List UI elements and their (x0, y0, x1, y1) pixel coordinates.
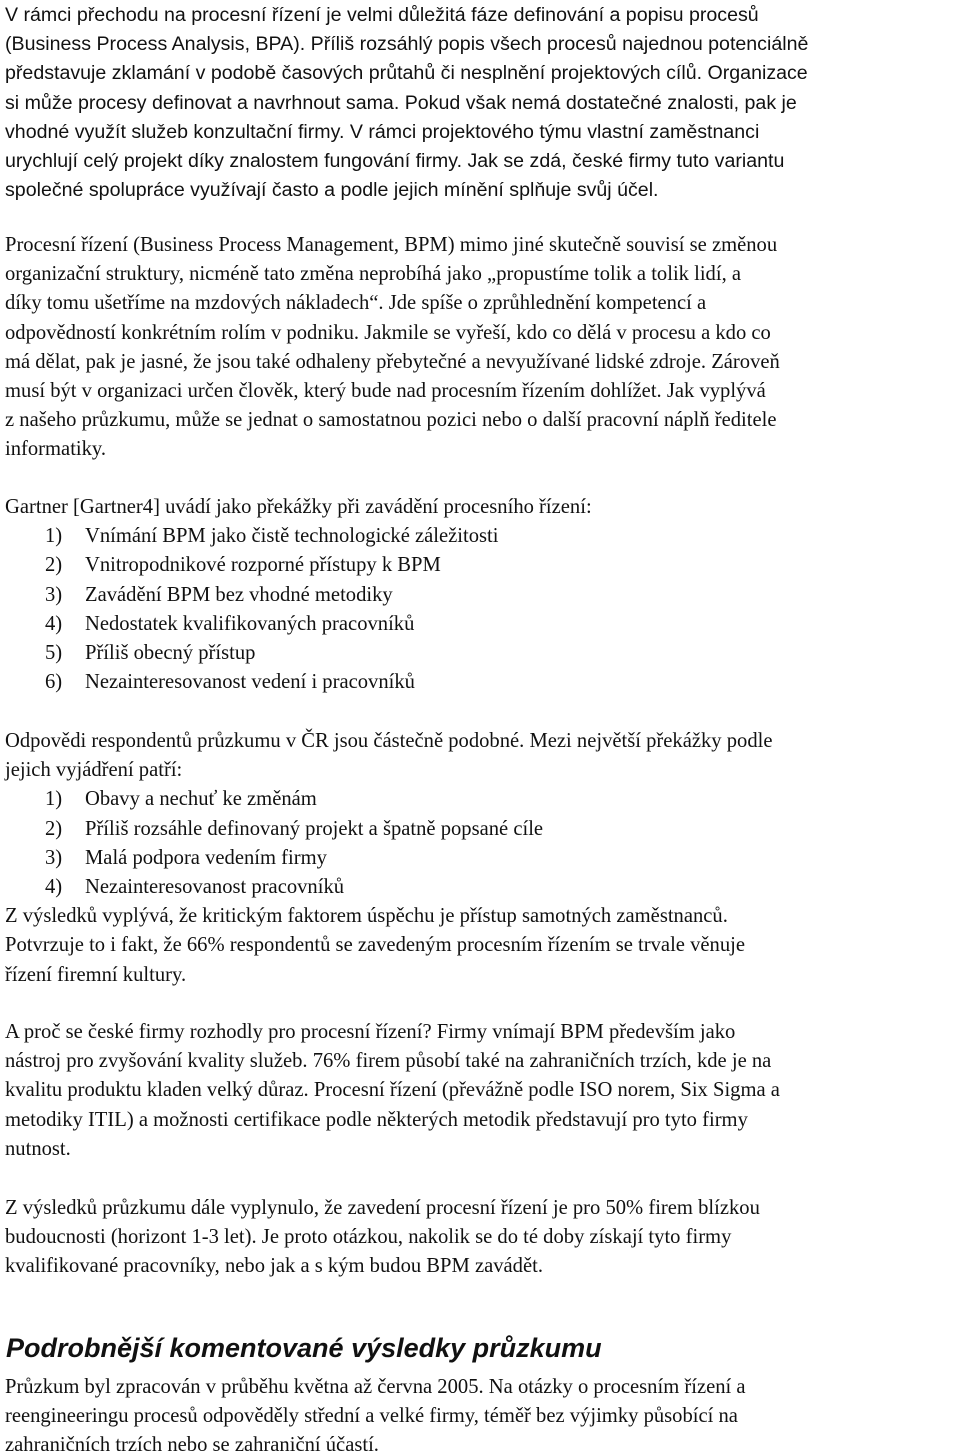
list-text: Obavy a nechuť ke změnám (85, 788, 317, 811)
list-item (5, 581, 958, 610)
text-line: má dělat, pak je jasné, že jsou také odhaleny přebytečné a nevyužívané lidské zdroje. Zároveň (5, 350, 780, 373)
list-text: Nezainteresovanost pracovníků (85, 876, 345, 899)
paragraph-bpa (0, 1, 960, 205)
list-text: Příliš obecný přístup (85, 642, 256, 665)
text-line: nutnost. (5, 1137, 71, 1160)
gartner-obstacles-list (5, 522, 958, 697)
text-line: kvalitu produktu kladen velký důraz. Procesní řízení (převážně podle ISO norem, Six Sigma a (5, 1079, 780, 1102)
text-line: A proč se české firmy rozhodly pro procesní řízení? Firmy vnímají BPM především jako (5, 1021, 736, 1043)
list-text: Vnímání BPM jako čistě technologické záležitosti (85, 525, 499, 548)
list-number: 4) (45, 876, 63, 899)
list-number: 5) (45, 642, 63, 665)
paragraph-bpm (0, 231, 960, 465)
text-line: si může procesy definovat a navrhnout sama. Pokud však nemá dostatečné znalosti, pak je (5, 91, 797, 114)
text-line: Z výsledků vyplývá, že kritickým faktorem úspěchu je přístup samotných zaměstnanců. (5, 905, 728, 928)
text-line: reengineeringu procesů odpověděly střední a velké firmy, téměř bez výjimky působící na (5, 1405, 738, 1428)
text-line: Odpovědi respondentů průzkumu v ČR jsou částečně podobné. Mezi největší překážky podle (5, 730, 773, 752)
text-line: Z výsledků průzkumu dále vyplynulo, že zavedení procesní řízení je pro 50% firem blízkou (5, 1197, 760, 1219)
list-number: 1) (45, 788, 63, 811)
paragraph-future (0, 1194, 960, 1282)
list-number: 2) (45, 817, 63, 840)
text-line: kvalifikované pracovníky, nebo jak a s kým budou BPM zavádět. (5, 1255, 543, 1278)
list-number: 4) (45, 612, 63, 635)
text-line: budoucnosti (horizont 1-3 let). Je proto otázkou, nakolik se do té doby získají tyto firmy (5, 1226, 732, 1249)
list-item (5, 668, 958, 697)
text-line: Potvrzuje to i fakt, že 66% respondentů se zavedeným procesním řízením se trvale věnuje (5, 934, 745, 957)
paragraph-survey (0, 1373, 960, 1456)
list-text: Vnitropodnikové rozporné přístupy k BPM (85, 554, 441, 577)
list-item (5, 639, 958, 668)
list-item (5, 873, 958, 902)
list-number: 2) (45, 554, 63, 577)
list-number: 1) (45, 525, 63, 548)
list-intro: Gartner [Gartner4] uvádí jako překážky při zavádění procesního řízení: (5, 496, 592, 518)
text-line: organizační struktury, nicméně tato změna neprobíhá jako „propustíme tolik a tolik lidí, a (5, 263, 742, 286)
list-number: 3) (45, 583, 63, 606)
text-line: (Business Process Analysis, BPA). Příliš rozsáhlý popis všech procesů najednou potenciálně (5, 33, 809, 56)
text-line: informatiky. (5, 438, 107, 461)
text-line: jejich vyjádření patří: (5, 759, 183, 782)
paragraph-why-bpm (0, 1018, 960, 1164)
paragraph-gartner (0, 493, 960, 697)
text-line: díky tomu ušetříme na mzdových nákladech“. Jde spíše o zprůhlednění kompetencí a (5, 292, 707, 315)
text-line: urychlují celý projekt díky znalostem fungování firmy. Jak se zdá, české firmy tuto variantu (5, 150, 785, 173)
text-line: z našeho průzkumu, může se jednat o samostatnou pozici nebo o další pracovní náplň ředitele (5, 409, 777, 432)
text-line: Procesní řízení (Business Process Management, BPM) mimo jiné skutečně souvisí se změnou (5, 234, 778, 256)
text-line: musí být v organizaci určen člověk, který bude nad procesním řízením dohlížet. Jak vyplývá (5, 380, 766, 403)
respondent-obstacles-list (5, 785, 958, 902)
text-line: společné spolupráce využívají často a podle jejich mínění splňuje svůj účel. (5, 179, 659, 202)
text-line: představuje zklamání v podobě časových průtahů či nesplnění projektových cílů. Organizace (5, 62, 808, 85)
list-item (5, 610, 958, 639)
text-line: V rámci přechodu na procesní řízení je velmi důležitá fáze definování a popisu procesů (5, 4, 759, 26)
list-item (5, 551, 958, 580)
text-line: řízení firemní kultury. (5, 963, 187, 986)
list-number: 3) (45, 846, 63, 869)
list-text: Nezainteresovanost vedení i pracovníků (85, 671, 415, 694)
list-number: 6) (45, 671, 63, 694)
list-text: Malá podpora vedením firmy (85, 846, 327, 869)
list-item (5, 785, 958, 814)
text-line: Průzkum byl zpracován v průběhu května až června 2005. Na otázky o procesním řízení a (5, 1376, 746, 1398)
list-text: Nedostatek kvalifikovaných pracovníků (85, 612, 415, 635)
list-item (5, 844, 958, 873)
list-text: Zavádění BPM bez vhodné metodiky (85, 583, 393, 606)
text-line: zahraničních trzích nebo se zahraniční účastí. (5, 1434, 379, 1456)
paragraph-respondents (0, 727, 960, 990)
text-line: metodiky ITIL) a možnosti certifikace podle některých metodik představují pro tyto firmy (5, 1108, 748, 1131)
section-heading: Podrobnější komentované výsledky průzkumu (6, 1333, 602, 1363)
text-line: vhodné využít služeb konzultační firmy. V rámci projektového týmu vlastní zaměstnanci (5, 120, 760, 143)
list-item (5, 522, 958, 551)
list-item (5, 815, 958, 844)
list-text: Příliš rozsáhle definovaný projekt a špatně popsané cíle (85, 817, 544, 840)
text-line: nástroj pro zvyšování kvality služeb. 76% firem působí také na zahraničních trzích, kde je na (5, 1050, 772, 1073)
text-line: odpovědností konkrétním rolím v podniku. Jakmile se vyřeší, kdo co dělá v procesu a kdo co (5, 321, 771, 344)
